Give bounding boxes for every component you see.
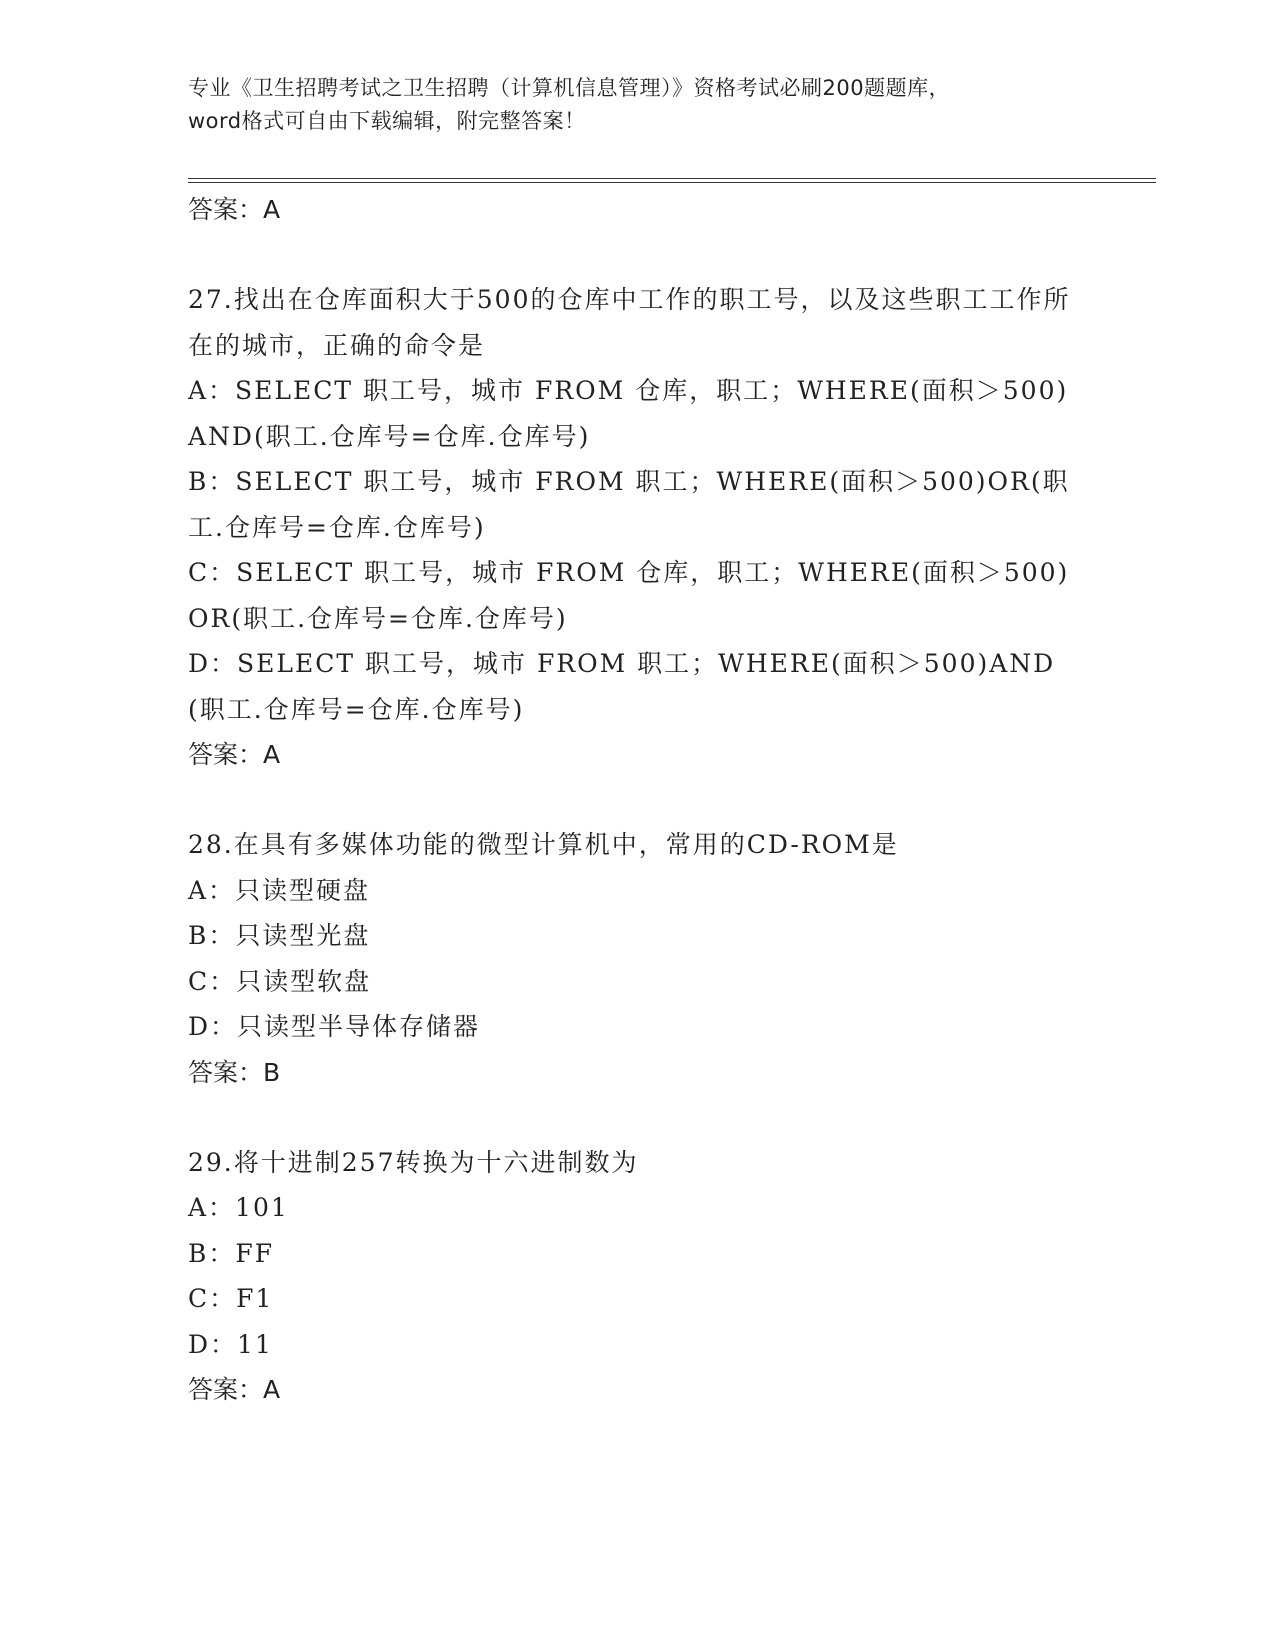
option-c: C：F1 <box>188 1284 274 1313</box>
option-d: D：11 <box>188 1329 273 1359</box>
option-a: A：101 <box>188 1193 289 1222</box>
header-double-rule <box>188 178 1156 183</box>
option-b: B：SELECT 职工号，城市 FROM 职工；WHERE(面积＞500)OR(职工.仓库号=仓库.仓库号) <box>188 467 1070 542</box>
option-a: A：只读型硬盘 <box>188 875 371 905</box>
question-stem: 28.在具有多媒体功能的微型计算机中，常用的CD-ROM是 <box>188 830 899 859</box>
question-list <box>188 187 1088 1413</box>
answer-line: 答案：A <box>188 1375 281 1404</box>
question-stem: 29.将十进制257转换为十六进制数为 <box>188 1147 639 1177</box>
spacer <box>188 1096 1088 1140</box>
document-header <box>188 72 1088 138</box>
header-line-2: word格式可自由下载编辑，附完整答案！ <box>188 109 586 133</box>
option-b: B：FF <box>188 1238 275 1268</box>
question-28 <box>188 822 1088 1096</box>
question-29 <box>188 1140 1088 1414</box>
option-b: B：只读型光盘 <box>188 921 371 950</box>
option-d: D：只读型半导体存储器 <box>188 1012 481 1041</box>
spacer <box>188 778 1088 822</box>
answer-line: 答案：A <box>188 740 281 769</box>
option-a: A：SELECT 职工号，城市 FROM 仓库，职工；WHERE(面积＞500)AND(职工.仓库号=仓库.仓库号) <box>188 376 1069 451</box>
option-d: D：SELECT 职工号，城市 FROM 职工；WHERE(面积＞500)AND(职工.仓库号=仓库.仓库号) <box>188 649 1056 724</box>
option-c: C：只读型软盘 <box>188 966 372 996</box>
question-stem: 27.找出在仓库面积大于500的仓库中工作的职工号，以及这些职工工作所在的城市，正确的命令是 <box>188 285 1071 360</box>
question-27 <box>188 277 1088 778</box>
option-c: C：SELECT 职工号，城市 FROM 仓库，职工；WHERE(面积＞500)OR(职工.仓库号=仓库.仓库号) <box>188 558 1070 633</box>
answer-line: 答案：B <box>188 1057 281 1087</box>
answer-line: 答案：A <box>188 195 281 224</box>
spacer <box>188 233 1088 277</box>
header-line-1: 专业《卫生招聘考试之卫生招聘（计算机信息管理）》资格考试必刷200题题库， <box>188 76 951 100</box>
